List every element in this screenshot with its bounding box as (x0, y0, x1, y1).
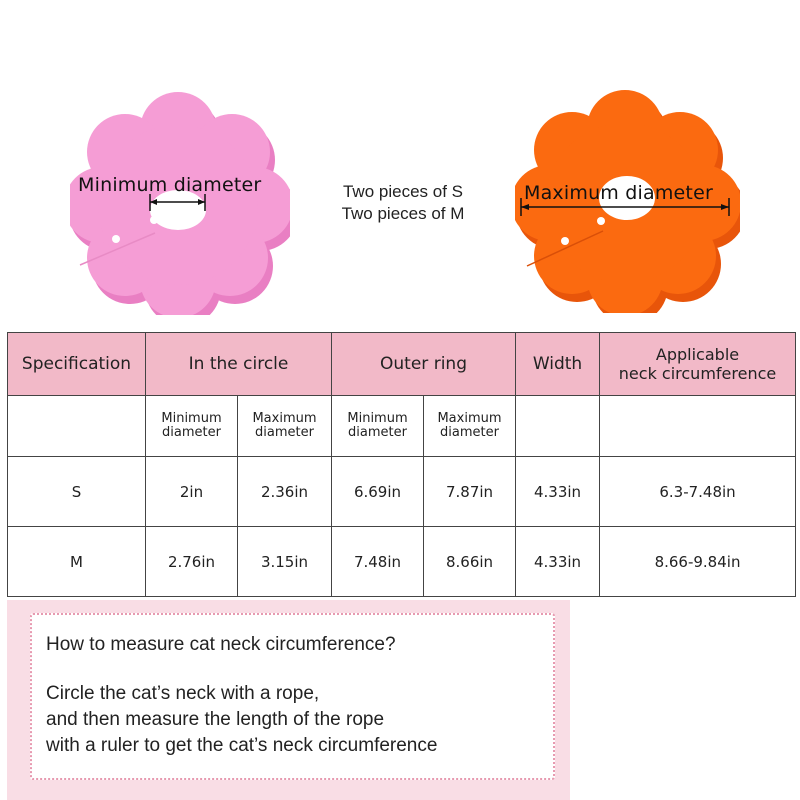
cell-size: S (8, 457, 146, 527)
header-specification: Specification (8, 333, 146, 396)
subheader-line: diameter (255, 425, 314, 440)
pieces-s-text: Two pieces of S (342, 182, 463, 201)
header-outer-ring: Outer ring (332, 333, 516, 396)
header-applicable-line2: neck circumference (618, 364, 777, 383)
cell-width: 4.33in (516, 457, 600, 527)
spec-table (7, 332, 796, 597)
table-row-s (8, 457, 796, 527)
header-width: Width (516, 333, 600, 396)
subheader-line: Minimum (161, 411, 222, 426)
measure-question: How to measure cat neck circumference? (46, 634, 396, 655)
subheader-out-min (332, 396, 424, 457)
piece-count-text (318, 181, 488, 225)
table-subheader-row (8, 396, 796, 457)
subheader-line: diameter (348, 425, 407, 440)
pieces-m-text: Two pieces of M (341, 204, 465, 223)
cell-size: M (8, 527, 146, 597)
subheader-line: Maximum (252, 411, 317, 426)
table-cell (516, 396, 600, 457)
subheader-line: Minimum (347, 411, 408, 426)
cell-in-max: 3.15in (238, 527, 332, 597)
pink-collar-image (70, 90, 290, 315)
header-applicable-line1: Applicable (655, 345, 740, 364)
subheader-in-min (146, 396, 238, 457)
measure-step-line-2: and then measure the length of the rope (46, 709, 385, 730)
subheader-line: Maximum (437, 411, 502, 426)
table-cell (600, 396, 796, 457)
cell-neck: 8.66-9.84in (600, 527, 796, 597)
subheader-in-max (238, 396, 332, 457)
header-applicable-neck (600, 333, 796, 396)
max-diameter-label: Maximum diameter (524, 182, 713, 204)
measure-step-line-3: with a ruler to get the cat’s neck circumference (46, 735, 438, 756)
table-header-row (8, 333, 796, 396)
subheader-line: diameter (162, 425, 221, 440)
cell-in-min: 2.76in (146, 527, 238, 597)
cell-out-min: 6.69in (332, 457, 424, 527)
subheader-line: diameter (440, 425, 499, 440)
measure-step-line-1: Circle the cat’s neck with a rope, (46, 683, 320, 704)
product-images (0, 0, 800, 330)
cell-width: 4.33in (516, 527, 600, 597)
cell-out-max: 8.66in (424, 527, 516, 597)
min-diameter-label: Minimum diameter (78, 174, 262, 196)
table-cell (8, 396, 146, 457)
cell-in-max: 2.36in (238, 457, 332, 527)
header-in-the-circle: In the circle (146, 333, 332, 396)
cell-neck: 6.3-7.48in (600, 457, 796, 527)
table-row-m (8, 527, 796, 597)
cell-in-min: 2in (146, 457, 238, 527)
cell-out-min: 7.48in (332, 527, 424, 597)
subheader-out-max (424, 396, 516, 457)
cell-out-max: 7.87in (424, 457, 516, 527)
